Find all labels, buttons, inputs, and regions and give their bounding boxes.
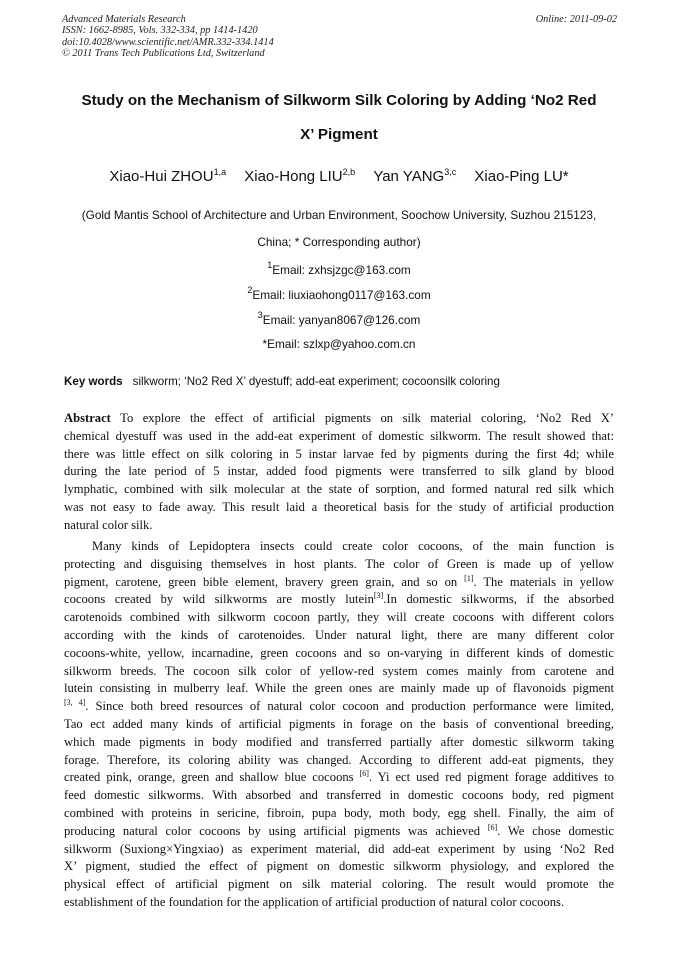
- paragraph-line: which made pigments in body modified and transferred partially after domestic silkworm taking: [64, 734, 614, 749]
- paragraph-line: silkworm (Suxiong×Yingxiao) as experiment material, did add-eat experiment by using ‘No2 Red: [64, 841, 614, 856]
- online-date: Online: 2011-09-02: [535, 14, 617, 25]
- keywords-text: silkworm; ‘No2 Red X’ dyestuff; add-eat experiment; cocoonsilk coloring: [132, 375, 500, 388]
- paragraph-line: pigment, carotene, green bible element, bravery green grain, and so on [1]. The materials in yellow: [64, 573, 614, 589]
- paragraph-line: producing natural color cocoons by using artificial pigments was achieved [6]. We chose domestic: [64, 822, 614, 838]
- author: Xiao-Ping LU*: [474, 168, 569, 185]
- paragraph-line: Tao ect added many kinds of artificial pigments in forage on the basis of conventional breeding,: [64, 716, 614, 731]
- email-2: $^2$Email: liuxiaohong0117@163.com: [247, 285, 431, 302]
- abstract-line: lymphatic, combined with silk molecular at the state of sorption, and formed natural red silk which: [64, 482, 614, 497]
- paragraph-line: cocoons-white, yellow, incarnadine, green cocoons and so on-varying in different kinds of domestic: [64, 645, 614, 660]
- abstract-line: natural color silk.: [64, 517, 153, 532]
- journal-name: Advanced Materials Research: [62, 14, 186, 25]
- copyright-line: © 2011 Trans Tech Publications Ltd, Switzerland: [62, 47, 265, 59]
- abstract-line: chemical dyestuff was used in the add-eat experiment of domestic silkworm. The result showed that:: [64, 428, 614, 443]
- abstract-line: during the late period of 5 instar, added food pigments were transferred to silk gland by blood: [64, 464, 614, 479]
- citation: [3]: [373, 591, 384, 601]
- citation: [1]: [464, 573, 474, 583]
- paragraph-line: cocoons created by wild silkworms are mostly lutein[3].In domestic silkworms, if the absorbed: [64, 591, 614, 607]
- introduction-paragraph: [64, 538, 614, 912]
- paragraph-line: physical effect of artificial pigment on silk material coloring. The result would promote the: [64, 877, 614, 892]
- abstract-line: was not easy to fade away. This result laid a theoretical basis for the study of artificial production: [64, 499, 614, 514]
- citation: [6]: [487, 822, 498, 832]
- abstract: [64, 410, 614, 535]
- paragraph-line: forage. Therefore, its coloring ability was changed. According to different add-eat pigments, they: [64, 752, 614, 767]
- abstract-line: Abstract To explore the effect of artificial pigments on silk material coloring, ‘No2 Red X’: [64, 411, 614, 425]
- author: Xiao-Hui ZHOU$^{1,a}$: [109, 167, 227, 185]
- journal-header: [62, 14, 617, 59]
- author: Xiao-Hong LIU$^{2,b}$: [244, 167, 356, 185]
- email-1: $^1$Email: zxhsjzgc@163.com: [267, 260, 411, 277]
- paragraph-line: Many kinds of Lepidoptera insects could create color cocoons, of the main function is: [92, 539, 614, 553]
- doi-line: doi:10.4028/www.scientific.net/AMR.332-334.1414: [62, 36, 274, 48]
- paragraph-line: according with the kinds of carotenoides. Under natural light, there are many different color: [64, 627, 614, 642]
- citation: [3, 4]: [64, 698, 86, 708]
- email-4: *Email: szlxp@yahoo.com.cn: [262, 337, 416, 351]
- paragraph-line: created pink, orange, green and shallow blue cocoons [6]. Yi ect used red pigment forage additives to: [64, 769, 614, 785]
- author: Yan YANG$^{3,c}$: [373, 167, 457, 185]
- paragraph-line: X’ pigment, studied the effect of pigment on domestic silkworm physiology, and explored the: [64, 859, 614, 874]
- paragraph-line: silkworm breeds. The cocoon silk color of yellow-red system comes mainly from carotene and: [64, 663, 614, 678]
- citation: [6]: [359, 769, 369, 779]
- paragraph-line: establishment of the foundation for the application of artificial production of natural color cocoons.: [64, 894, 565, 909]
- paragraph-line: protecting and disguising themselves in host plants. The color of Green is made up of yellow: [64, 556, 614, 571]
- paper-title-line-1: Study on the Mechanism of Silkworm Silk Coloring by Adding ‘No2 Red: [81, 92, 597, 109]
- paper-title-line-2: X’ Pigment: [300, 126, 378, 143]
- email-3: $^3$Email: yanyan8067@126.com: [257, 310, 421, 327]
- paragraph-line: combined with proteins in sericine, fibroin, pupa body, moth body, egg shell. Finally, the aim of: [64, 805, 614, 820]
- affiliation-line-1: (Gold Mantis School of Architecture and Urban Environment, Soochow University, Suzhou 215123,: [81, 208, 597, 222]
- keywords: [64, 375, 500, 389]
- paragraph-line: [3, 4]. Since both breed resources of natural color cocoon and production performance were limited,: [64, 698, 614, 714]
- author-list: [40, 167, 638, 187]
- paragraph-line: feed domestic silkworms. With absorbed and transferred in domestic cocoons body, red pigment: [64, 788, 614, 803]
- abstract-label: Abstract: [64, 411, 111, 425]
- issn-line: ISSN: 1662-8985, Vols. 332-334, pp 1414-1420: [62, 25, 258, 37]
- affiliation-line-2: China; * Corresponding author): [257, 235, 421, 249]
- paragraph-line: carotenoids combined with silkworm cocoon partly, they will create cocoons with different colors: [64, 610, 614, 625]
- abstract-line: there was little effect on silk coloring in 5 instar larvae fed by pigments during the first 4d; while: [64, 446, 614, 461]
- keywords-label: Key words: [64, 375, 123, 388]
- paragraph-line: lutein consisting in mulberry leaf. While the green ones are mainly made up of flavonoids pigment: [64, 681, 614, 696]
